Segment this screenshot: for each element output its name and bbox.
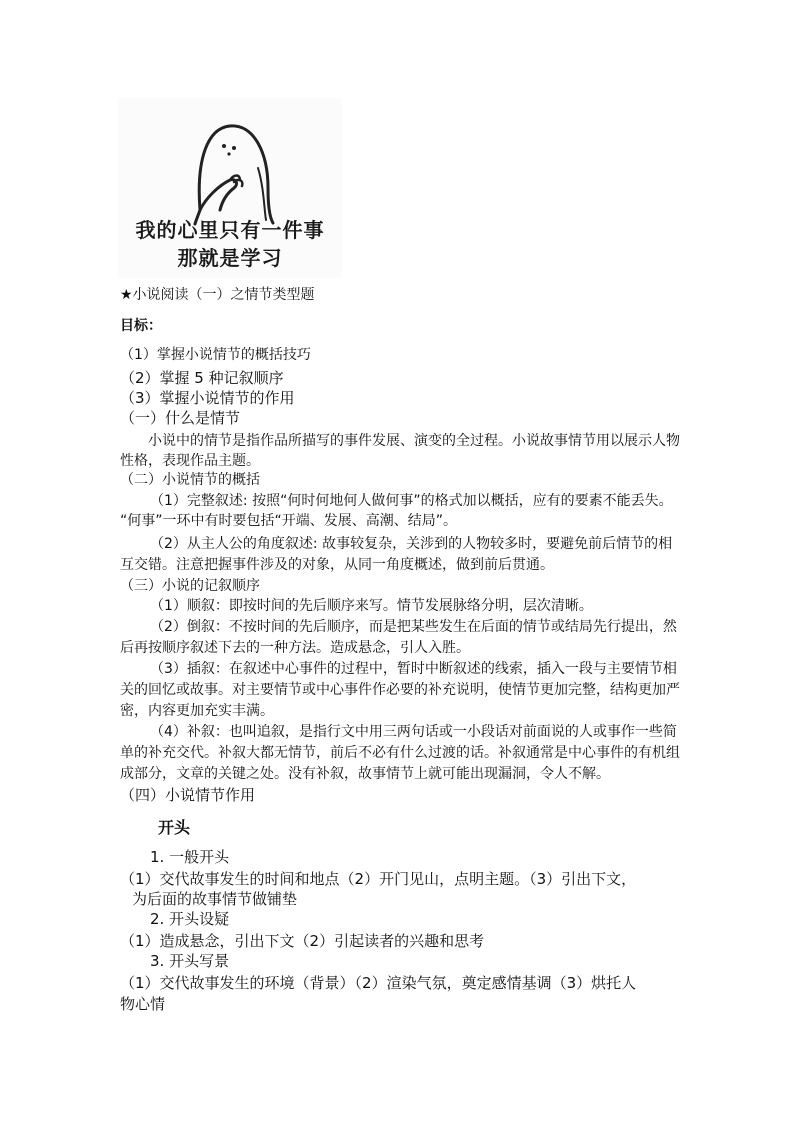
paragraph-line: “何事”一环中有时要包括“开端、发展、高潮、结局”。 bbox=[120, 513, 458, 529]
list-item: 2. 开头设疑 bbox=[150, 910, 230, 928]
section-title: （一）什么是情节 bbox=[120, 409, 241, 427]
paragraph-line: 成部分，文章的关键之处。没有补叙，故事情节上就可能出现漏洞，令人不解。 bbox=[120, 766, 610, 782]
document-heading: ★小说阅读（一）之情节类型题 bbox=[120, 287, 315, 303]
list-item: 为后面的故事情节做铺垫 bbox=[132, 890, 298, 908]
ghost-figure-illustration bbox=[118, 98, 342, 308]
section-title: （二）小说情节的概括 bbox=[120, 472, 260, 488]
list-item: （1）交代故事发生的环境（背景）（2）渲染气氛，奠定感情基调（3）烘托人 bbox=[120, 974, 637, 992]
list-item: 物心情 bbox=[120, 995, 166, 1013]
goal-item: （2）掌握 5 种记叙顺序 bbox=[120, 369, 284, 387]
goal-item: （1）掌握小说情节的概括技巧 bbox=[120, 347, 311, 363]
paragraph-line: （1）顺叙：即按时间的先后顺序来写。情节发展脉络分明，层次清晰。 bbox=[150, 598, 593, 614]
section-title: （四）小说情节作用 bbox=[120, 786, 256, 804]
paragraph-line: （4）补叙：也叫追叙，是指行文中用三两句话或一小段话对前面说的人或事作一些简 bbox=[150, 724, 677, 740]
paragraph-line: 密，内容更加充实丰满。 bbox=[120, 703, 274, 719]
paragraph-line: 单的补充交代。补叙大都无情节，前后不必有什么过渡的话。补叙通常是中心事件的有机组 bbox=[120, 745, 680, 761]
paragraph-line: （2）倒叙：不按时间的先后顺序，而是把某些发生在后面的情节或结局先行提出，然 bbox=[150, 619, 677, 635]
subsection-title: 开头 bbox=[158, 818, 191, 837]
meme-caption-line-1: 我的心里只有一件事 bbox=[135, 218, 325, 242]
list-item: （1）交代故事发生的时间和地点（2）开门见山，点明主题。（3）引出下文， bbox=[120, 870, 637, 888]
paragraph-line: 关的回忆或故事。对主要情节或中心事件作必要的补充说明，使情节更加完整，结构更加严 bbox=[120, 682, 680, 698]
paragraph-line: （1）完整叙述: 按照“何时何地何人做何事”的格式加以概括，应有的要素不能丢失。 bbox=[150, 493, 673, 509]
paragraph-line: 后再按顺序叙述下去的一种方法。造成悬念，引人入胜。 bbox=[120, 640, 470, 656]
paragraph-line: 性格，表现作品主题。 bbox=[120, 453, 260, 469]
goal-label: 目标： bbox=[120, 318, 162, 334]
goal-item: （3）掌握小说情节的作用 bbox=[120, 389, 295, 407]
meme-caption-line-2: 那就是学习 bbox=[177, 246, 283, 270]
list-item: 1. 一般开头 bbox=[150, 848, 230, 866]
section-title: （三）小说的记叙顺序 bbox=[120, 578, 260, 594]
paragraph-line: （2）从主人公的角度叙述: 故事较复杂，关涉到的人物较多时，要避免前后情节的相 bbox=[150, 536, 673, 552]
meme-image bbox=[118, 98, 342, 278]
paragraph-line: 小说中的情节是指作品所描写的事件发展、演变的全过程。小说故事情节用以展示人物 bbox=[148, 433, 680, 449]
list-item: （1）造成悬念，引出下文（2）引起读者的兴趣和思考 bbox=[120, 932, 485, 950]
paragraph-line: 互交错。注意把握事件涉及的对象，从同一角度概述，做到前后贯通。 bbox=[120, 557, 554, 573]
paragraph-line: （3）插叙：在叙述中心事件的过程中，暂时中断叙述的线索，插入一段与主要情节相 bbox=[150, 661, 677, 677]
list-item: 3. 开头写景 bbox=[150, 952, 230, 970]
